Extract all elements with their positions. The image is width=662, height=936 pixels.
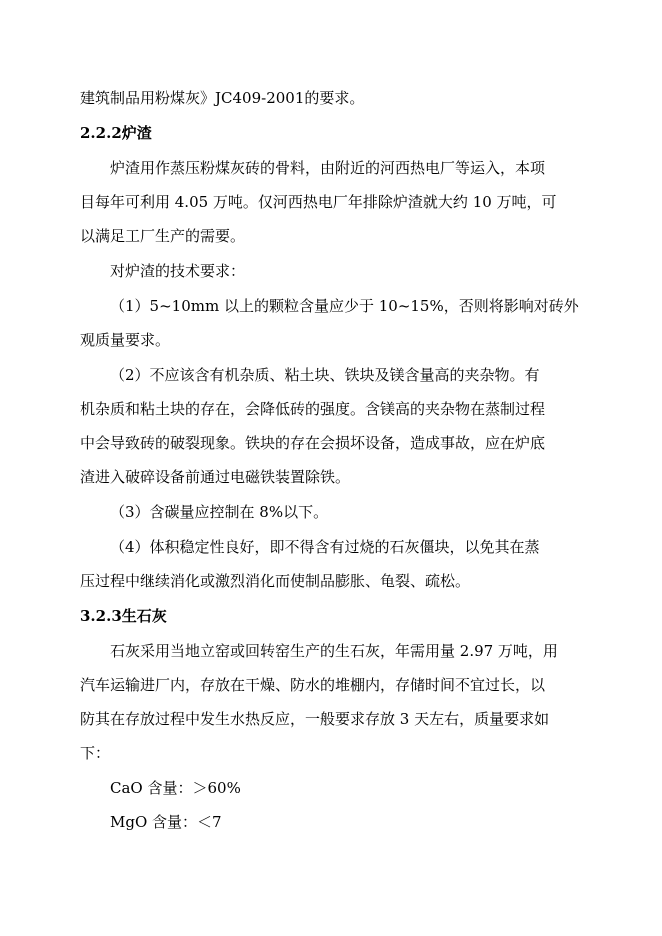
list-item-line: 压过程中继续消化或激烈消化而使制品膨胀、龟裂、疏松。: [80, 572, 471, 590]
list-item-line: （2）不应该含有机杂质、粘土块、铁块及镁含量高的夹杂物。有: [110, 366, 540, 384]
list-item-line: （4）体积稳定性良好，即不得含有过烧的石灰僵块，以免其在蒸: [110, 538, 540, 556]
mgo-content-line: MgO 含量：＜7: [110, 813, 222, 831]
paragraph-line: 汽车运输进厂内，存放在干燥、防水的堆棚内，存储时间不宜过长，以: [80, 676, 546, 694]
paragraph-line: 以满足工厂生产的需要。: [80, 227, 246, 245]
paragraph-line: 对炉渣的技术要求：: [110, 262, 246, 280]
paragraph-line: 炉渣用作蒸压粉煤灰砖的骨料，由附近的河西热电厂等运入，本项: [110, 159, 546, 177]
section-heading-2-2-2: 2.2.2炉渣: [80, 124, 152, 142]
paragraph-continuation-line: 建筑制品用粉煤灰》JC409-2001的要求。: [80, 89, 365, 107]
paragraph-line: 防其在存放过程中发生水热反应，一般要求存放 3 天左右，质量要求如: [80, 710, 550, 728]
list-item-line: 中会导致砖的破裂现象。铁块的存在会损坏设备，造成事故，应在炉底: [80, 434, 546, 452]
list-item-line: 机杂质和粘土块的存在，会降低砖的强度。含镁高的夹杂物在蒸制过程: [80, 400, 546, 418]
list-item-line: 观质量要求。: [80, 331, 171, 349]
paragraph-line: 目每年可利用 4.05 万吨。仅河西热电厂年排除炉渣就大约 10 万吨，可: [80, 193, 557, 211]
cao-content-line: CaO 含量：＞60%: [110, 779, 241, 797]
paragraph-line: 石灰采用当地立窑或回转窑生产的生石灰，年需用量 2.97 万吨，用: [110, 642, 558, 660]
list-item-line: 渣进入破碎设备前通过电磁铁装置除铁。: [80, 468, 351, 486]
list-item-line: （3）含碳量应控制在 8%以下。: [110, 503, 329, 521]
paragraph-line: 下：: [80, 744, 111, 762]
section-heading-3-2-3: 3.2.3生石灰: [80, 607, 167, 625]
list-item-line: （1）5~10mm 以上的颗粒含量应少于 10~15%，否则将影响对砖外: [110, 297, 579, 315]
